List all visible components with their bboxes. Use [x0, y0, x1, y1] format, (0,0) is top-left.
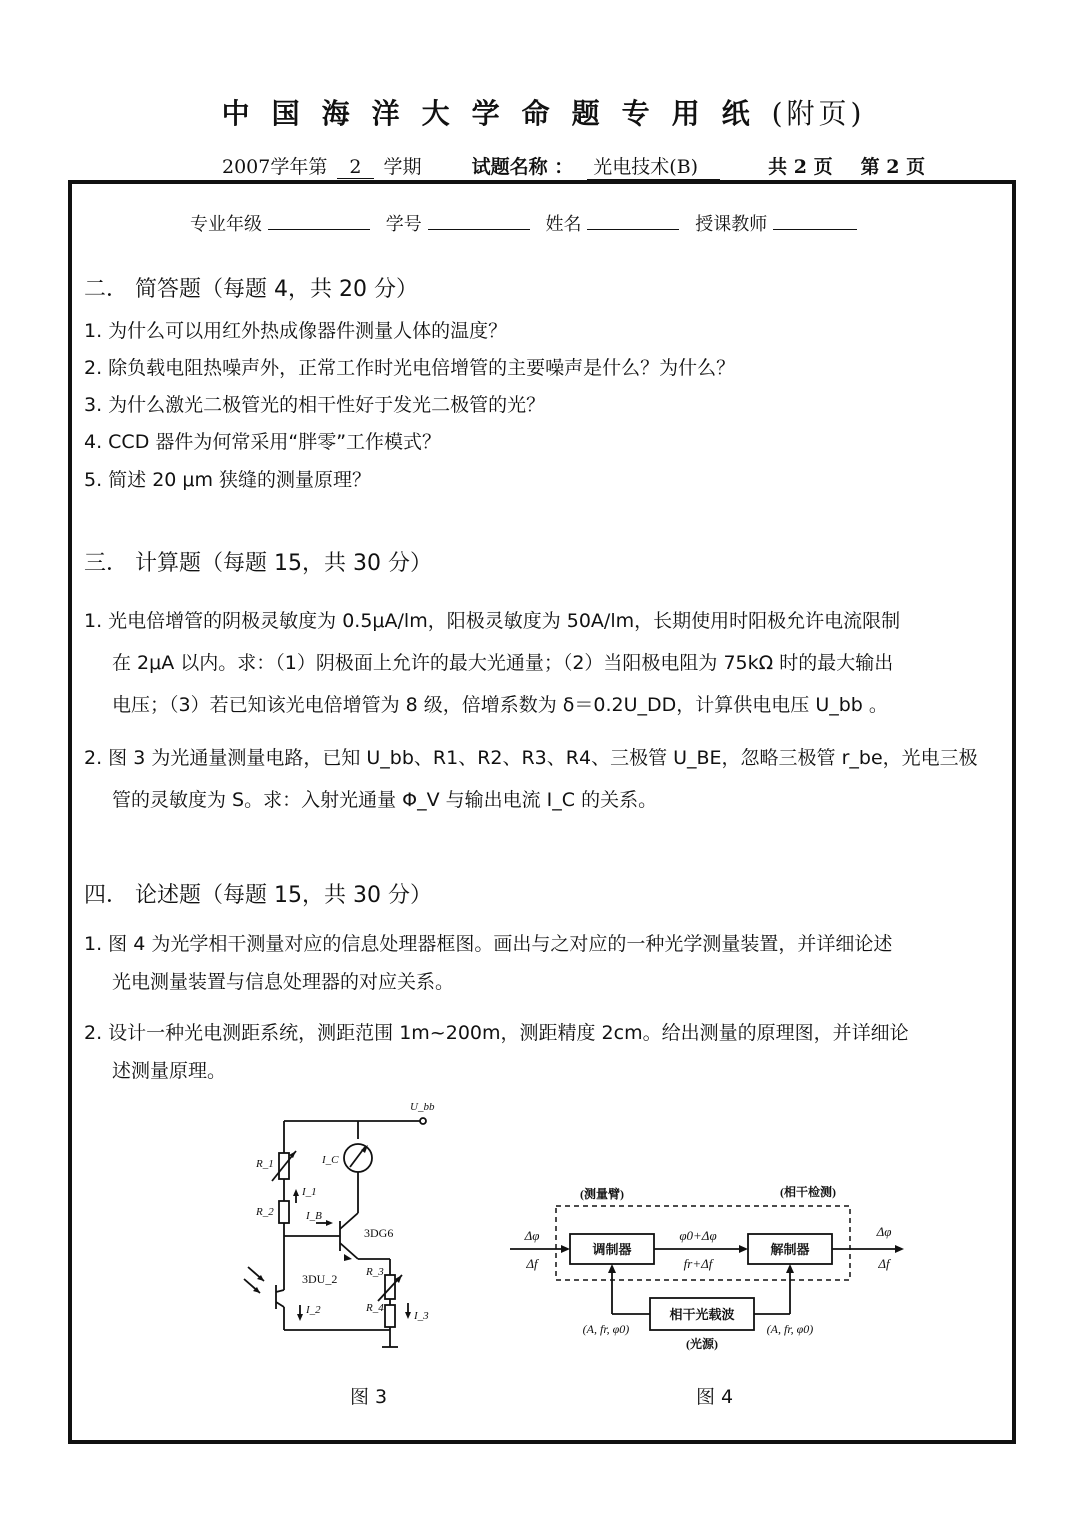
field-teacher-blank[interactable] — [773, 215, 857, 230]
term-label: 学期 — [383, 156, 422, 178]
question-4-1-line-1: 1. 图 4 为光学相干测量对应的信息处理器框图。画出与之对应的一种光学测量装置，并详细论述 — [84, 933, 893, 955]
label-i3: I_3 — [414, 1310, 429, 1322]
figure-3-circuit — [240, 1095, 450, 1355]
field-name-label: 姓名 — [545, 214, 582, 235]
output-phi: Δφ — [876, 1224, 892, 1239]
exam-name: 光电技术(B) — [587, 152, 720, 180]
field-id-label: 学号 — [385, 214, 422, 235]
title-suffix: (附页) — [771, 97, 866, 130]
light-source-label: (光源) — [686, 1337, 718, 1351]
input-f: Δf — [526, 1256, 538, 1271]
label-ib: I_B — [306, 1210, 322, 1222]
mid-phase: φ0+Δφ — [679, 1228, 717, 1243]
label-r4: R_4 — [366, 1302, 384, 1314]
section-heading-essay: 四． 论述题（每题 15，共 30 分） — [84, 883, 432, 908]
label-i1: I_1 — [302, 1186, 317, 1198]
field-major-label: 专业年级 — [190, 214, 262, 235]
label-ic: I_C — [322, 1154, 339, 1166]
total-pages: 共 2 页 — [768, 156, 833, 178]
right-carrier-params: (A, fr, φ0) — [766, 1322, 814, 1336]
question-3-2-line-1: 2. 图 3 为光通量测量电路，已知 U_bb、R1、R2、R3、R4、三极管 U_BE，忽略三极管 r_be，光电三极 — [84, 747, 978, 769]
question-2-5: 5. 简述 20 μm 狭缝的测量原理？ — [84, 469, 372, 491]
mid-frequency: fr+Δf — [683, 1256, 713, 1271]
section-heading-short-answer: 二． 简答题（每题 4，共 20 分） — [84, 277, 418, 302]
figure-4-caption: 图 4 — [696, 1386, 734, 1408]
field-major-blank[interactable] — [268, 215, 370, 230]
question-3-1 — [84, 600, 1004, 726]
label-ubb: U_bb — [410, 1101, 435, 1113]
label-r2: R_2 — [256, 1206, 274, 1218]
term-value: 2 — [337, 156, 373, 179]
question-4-1-line-2: 光电测量装置与信息处理器的对应关系。 — [112, 971, 455, 993]
question-3-1-line-1: 1. 光电倍增管的阴极灵敏度为 0.5μA/lm，阳极灵敏度为 50A/lm，长期使用时阳极允许电流限制 — [84, 610, 901, 632]
label-3dg6: 3DG6 — [364, 1226, 394, 1240]
output-f: Δf — [878, 1256, 890, 1271]
year-label: 2007学年第 — [222, 156, 328, 178]
question-3-2 — [84, 737, 1004, 821]
student-info-fields — [190, 210, 867, 236]
question-3-1-line-3: 电压；（3）若已知该光电倍增管为 8 级，倍增系数为 δ＝0.2U_DD，计算供电电压 U_bb 。 — [112, 694, 888, 716]
question-3-1-line-2: 在 2μA 以内。求：（1）阴极面上允许的最大光通量；（2）当阳极电阻为 75kΩ 时的最大输出 — [112, 652, 894, 674]
question-2-3: 3. 为什么激光二极管光的相干性好于发光二极管的光？ — [84, 394, 546, 416]
question-2-4: 4. CCD 器件为何常采用“胖零”工作模式？ — [84, 431, 442, 453]
label-3du2: 3DU_2 — [302, 1272, 338, 1286]
page-title — [0, 92, 1087, 132]
question-2-1: 1. 为什么可以用红外热成像器件测量人体的温度？ — [84, 320, 508, 342]
question-4-2 — [84, 1014, 1004, 1090]
left-carrier-params: (A, fr, φ0) — [582, 1322, 630, 1336]
exam-info-line — [222, 152, 925, 180]
label-i2: I_2 — [306, 1304, 321, 1316]
carrier-label: 相干光载波 — [669, 1307, 735, 1322]
page-number: 第 2 页 — [860, 156, 926, 178]
coherent-detect-label: (相干检测) — [780, 1185, 836, 1199]
input-phi: Δφ — [524, 1228, 540, 1243]
question-4-2-line-1: 2. 设计一种光电测距系统，测距范围 1m~200m，测距精度 2cm。给出测量的原理图，并详细论 — [84, 1022, 909, 1044]
modulator-label: 调制器 — [592, 1242, 632, 1257]
label-r3: R_3 — [366, 1266, 384, 1278]
question-4-2-line-2: 述测量原理。 — [112, 1060, 227, 1082]
figure-4-block-diagram — [508, 1178, 908, 1353]
measurement-arm-label: (测量臂) — [580, 1187, 624, 1201]
exam-name-label: 试题名称 ： — [471, 156, 574, 178]
title-main: 中国海洋大学命题专用纸 — [221, 97, 772, 130]
section-heading-calculation: 三． 计算题（每题 15，共 30 分） — [84, 551, 432, 576]
label-r1: R_1 — [256, 1158, 274, 1170]
question-3-2-line-2: 管的灵敏度为 S。求：入射光通量 Φ_V 与输出电流 I_C 的关系。 — [112, 789, 658, 811]
field-id-blank[interactable] — [428, 215, 530, 230]
question-2-2: 2. 除负载电阻热噪声外，正常工作时光电倍增管的主要噪声是什么？为什么？ — [84, 357, 736, 379]
demodulator-label: 解制器 — [770, 1242, 810, 1257]
question-4-1 — [84, 925, 1004, 1001]
field-name-blank[interactable] — [587, 215, 679, 230]
field-teacher-label: 授课教师 — [695, 214, 768, 235]
figure-3-caption: 图 3 — [350, 1386, 388, 1408]
